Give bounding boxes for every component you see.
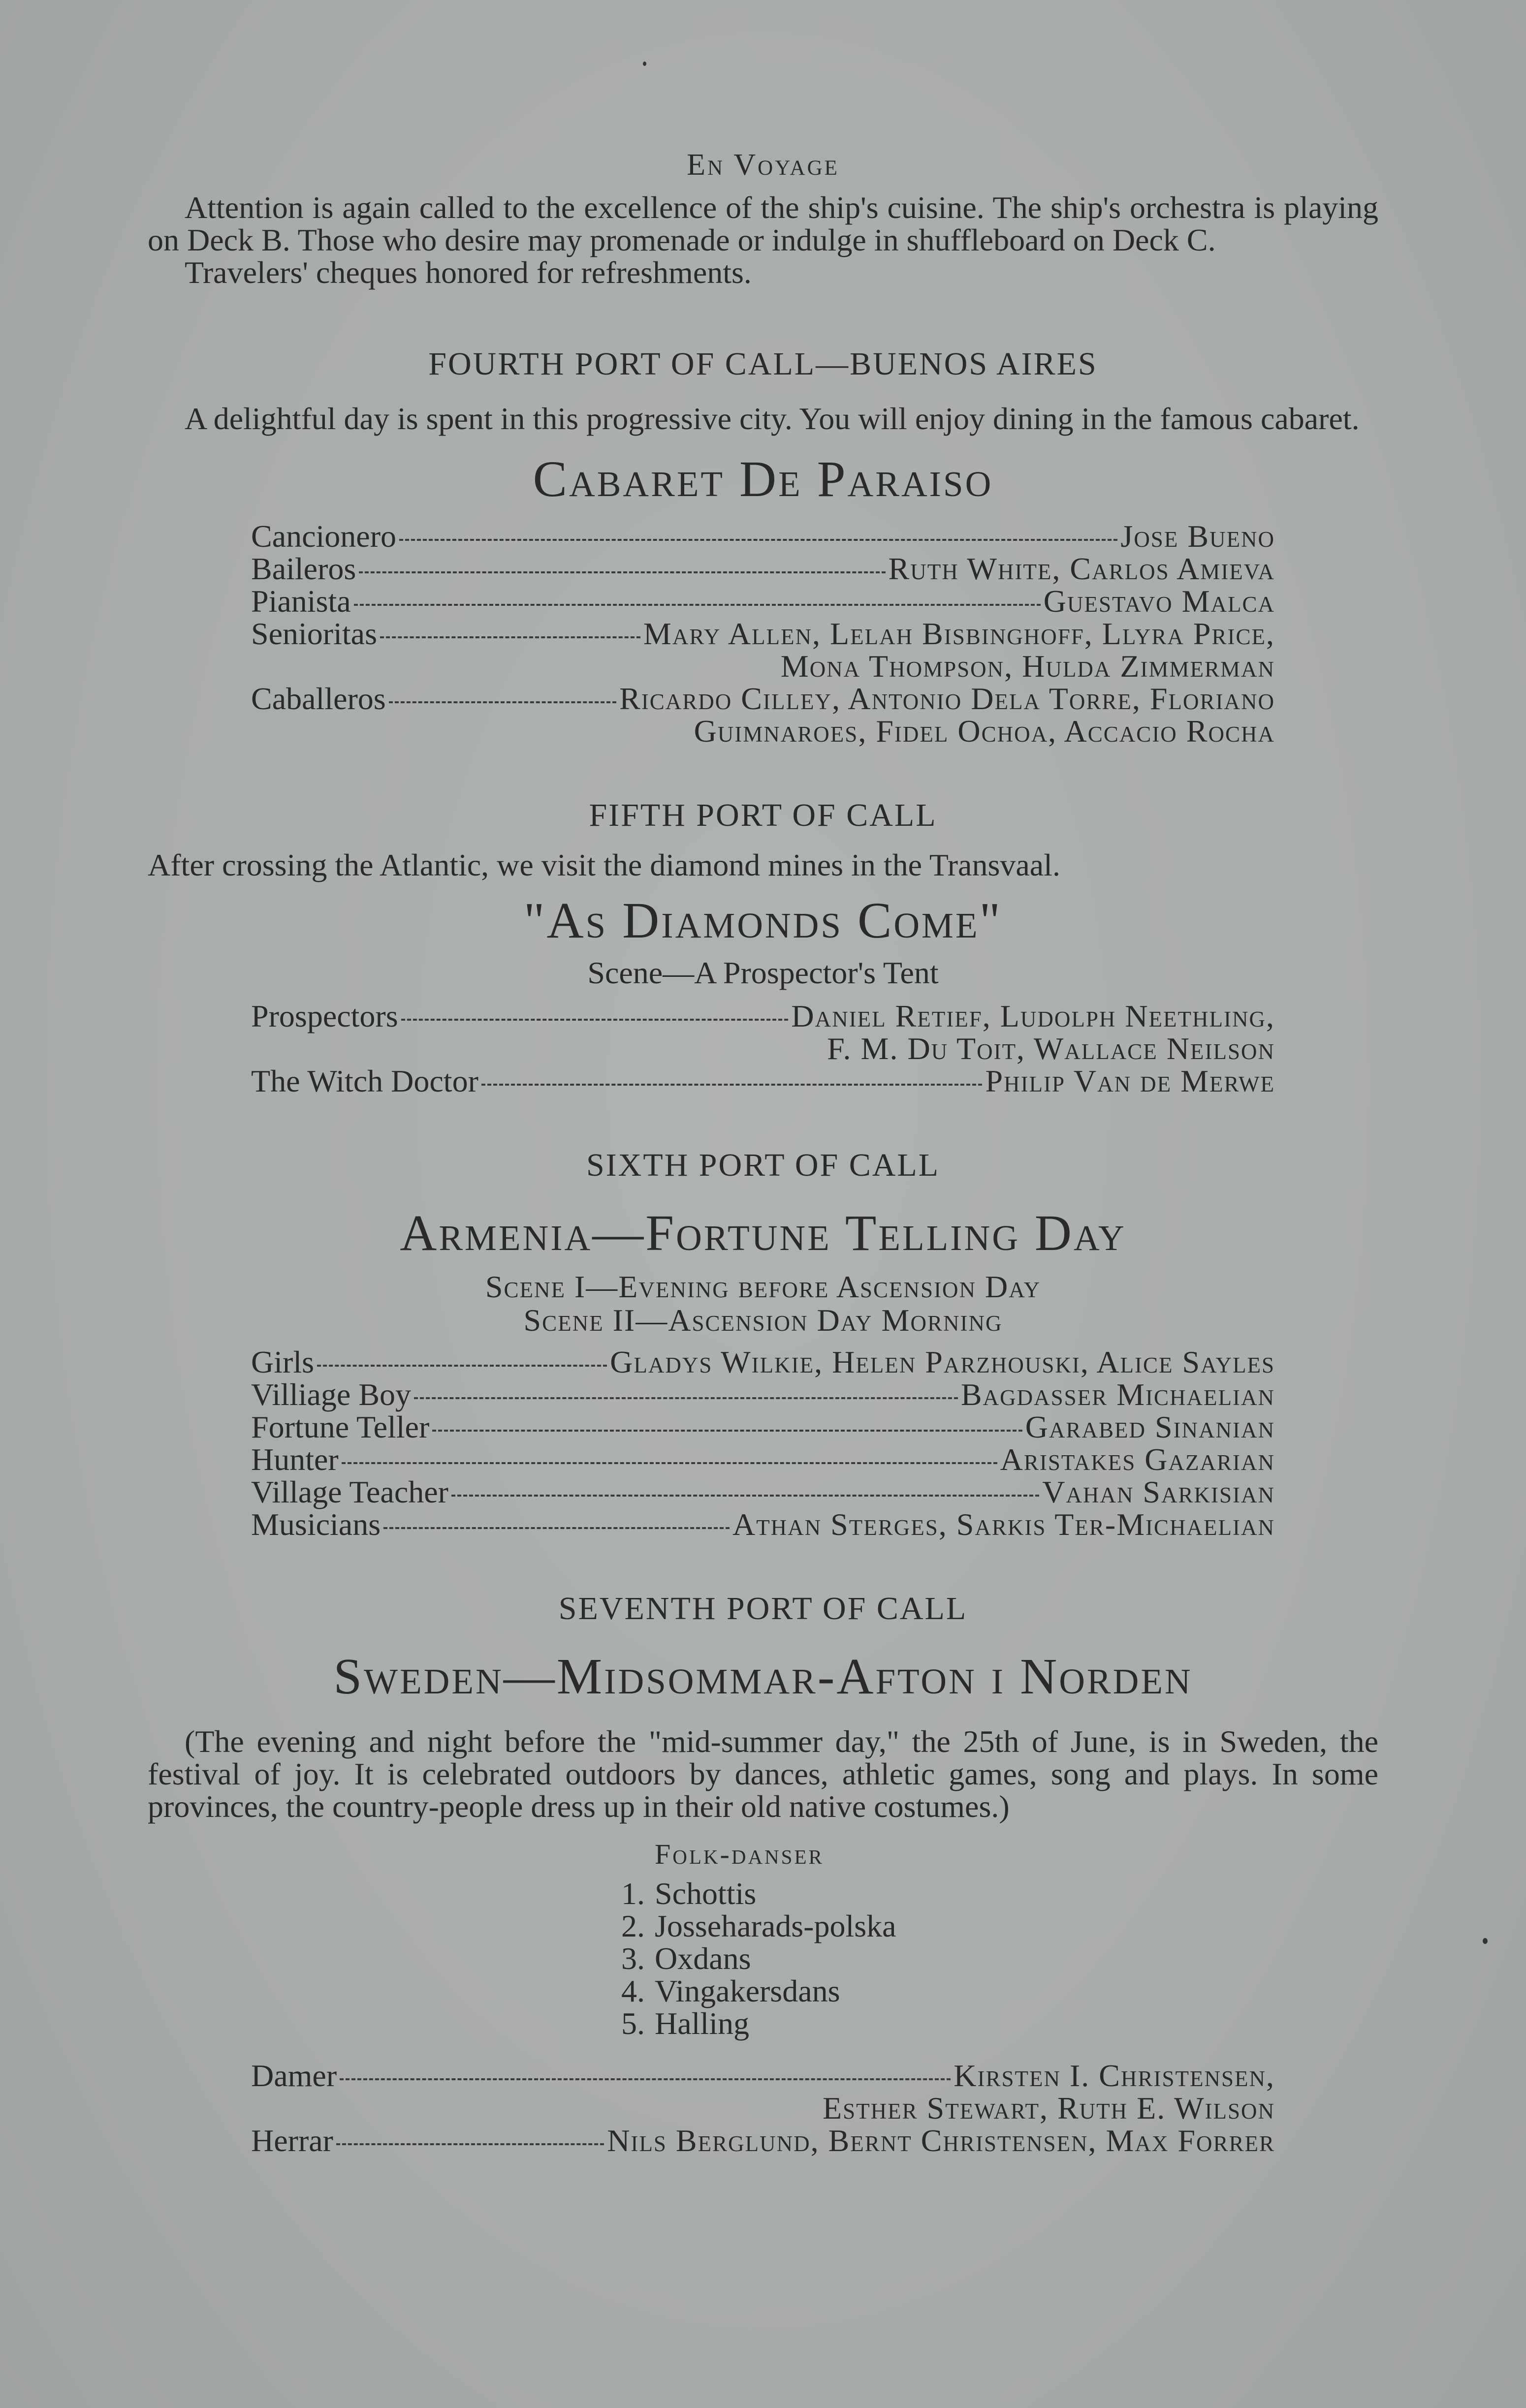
leader-dots [359, 571, 885, 573]
cast-row [251, 1443, 1275, 1476]
cast-names-continued: F. M. Du Toit, Wallace Neilson [827, 1031, 1275, 1066]
cast-role: Cancionero [251, 519, 396, 554]
cast-role: Fortune Teller [251, 1409, 430, 1444]
cast-row [251, 1346, 1275, 1378]
dance-item [601, 1942, 1044, 1975]
cast-row [251, 1000, 1275, 1032]
port-description: After crossing the Atlantic, we visit the diamond mines in the Transvaal. [148, 847, 1060, 882]
cast-role: Damer [251, 2058, 337, 2093]
en-voyage-section [148, 148, 1378, 289]
cast-row [251, 1476, 1275, 1508]
leader-dots [389, 701, 616, 703]
cast-role: The Witch Doctor [251, 1063, 478, 1098]
cast-row [251, 1411, 1275, 1443]
port-heading: FIFTH PORT OF CALL [589, 797, 937, 833]
cast-names: Guestavo Malca [1043, 584, 1275, 619]
cast-names-continued: Mona Thompson, Hulda Zimmerman [780, 649, 1275, 684]
cast-names-continued: Esther Stewart, Ruth E. Wilson [823, 2091, 1275, 2126]
cast-list [251, 2060, 1275, 2157]
program-content [148, 148, 1378, 2157]
cast-role: Musicians [251, 1507, 381, 1542]
fourth-port-section [148, 345, 1378, 748]
cast-names: Jose Bueno [1120, 519, 1275, 554]
cast-names: Athan Sterges, Sarkis Ter-Michaelian [732, 1507, 1275, 1542]
dance-name: Halling [655, 2006, 749, 2041]
cast-row [251, 1065, 1275, 1097]
dance-item [601, 1877, 1044, 1910]
dance-list [601, 1877, 1044, 2040]
cast-role: Caballeros [251, 681, 386, 716]
cast-row [251, 683, 1275, 715]
leader-dots [383, 1527, 730, 1529]
cast-names: Philip Van de Merwe [985, 1063, 1275, 1098]
cast-names-continued: Guimnaroes, Fidel Ochoa, Accacio Rocha [694, 714, 1275, 749]
dance-item [601, 2007, 1044, 2040]
dance-number: 2. [621, 1908, 645, 1943]
fifth-port-section [148, 797, 1378, 1097]
cast-names: Gladys Wilkie, Helen Parzhouski, Alice Sayles [610, 1345, 1275, 1379]
leader-dots [399, 539, 1117, 541]
cast-names: Aristakes Gazarian [1000, 1442, 1275, 1477]
leader-dots [401, 1019, 789, 1021]
dance-name: Schottis [655, 1876, 757, 1911]
cast-role: Village Teacher [251, 1474, 448, 1509]
cast-names: Bagdasser Michaelian [960, 1377, 1275, 1412]
cast-names: Vahan Sarkisian [1042, 1474, 1275, 1509]
leader-dots [317, 1365, 607, 1367]
cast-row [251, 553, 1275, 585]
dance-name: Oxdans [655, 1941, 751, 1976]
dance-number: 3. [621, 1941, 645, 1976]
port-heading: SEVENTH PORT OF CALL [558, 1591, 968, 1626]
cast-names: Ricardo Cilley, Antonio Dela Torre, Floriano [619, 681, 1275, 716]
cast-row [251, 2125, 1275, 2157]
paper-speck [643, 62, 646, 66]
dance-item [601, 1975, 1044, 2007]
cast-role: Villiage Boy [251, 1377, 411, 1412]
leader-dots [340, 2078, 951, 2080]
cast-row [251, 585, 1275, 618]
cast-role: Senioritas [251, 616, 377, 651]
port-heading: SIXTH PORT OF CALL [586, 1147, 940, 1183]
cast-list [251, 1346, 1275, 1541]
sweden-description: (The evening and night before the "mid-summer day," the 25th of June, is in Sweden, the festival of joy. It is celebrated outdoors by dances, athletic games, song and plays. In some provinces, the country-people dress up in their old native costumes.) [148, 1724, 1378, 1824]
cast-names: Mary Allen, Lelah Bisbinghoff, Llyra Price, [643, 616, 1275, 651]
cast-list [251, 520, 1275, 748]
scene-line: Scene II—Ascension Day Morning [523, 1303, 1003, 1338]
cast-role: Pianista [251, 584, 351, 619]
cabaret-title: Cabaret De Paraiso [533, 451, 993, 507]
cast-role: Girls [251, 1345, 314, 1379]
cast-row [251, 1508, 1275, 1541]
armenia-title: Armenia—Fortune Telling Day [400, 1205, 1126, 1261]
dance-number: 5. [621, 2006, 645, 2041]
cast-role: Prospectors [251, 999, 398, 1033]
sixth-port-section [148, 1147, 1378, 1541]
cast-row [251, 1378, 1275, 1411]
dance-number: 4. [621, 1973, 645, 2008]
leader-dots [380, 636, 640, 638]
cast-names: Ruth White, Carlos Amieva [888, 551, 1275, 586]
leader-dots [336, 2143, 604, 2145]
leader-dots [451, 1495, 1039, 1497]
cast-row [251, 618, 1275, 650]
scene-line: Scene—A Prospector's Tent [587, 955, 939, 990]
cast-names: Daniel Retief, Ludolph Neethling, [791, 999, 1275, 1033]
dance-name: Vingakersdans [655, 1973, 840, 2008]
paper-speck [1483, 1938, 1488, 1944]
scene-line: Scene I—Evening before Ascension Day [485, 1269, 1041, 1304]
dance-item [601, 1910, 1044, 1942]
seventh-port-section [148, 1590, 1378, 2157]
leader-dots [342, 1462, 997, 1464]
port-heading: FOURTH PORT OF CALL—BUENOS AIRES [428, 346, 1098, 382]
dance-name: Josseharads-polska [655, 1908, 896, 1943]
cast-role: Baileros [251, 551, 356, 586]
en-voyage-paragraph: Attention is again called to the excellence of the ship's cuisine. The ship's orchestra is playing on Deck B. Those who desire may promenade or indulge in shuffleboard on Deck C. [148, 190, 1378, 257]
cast-role: Hunter [251, 1442, 339, 1477]
en-voyage-heading: En Voyage [687, 148, 839, 182]
diamonds-title: "As Diamonds Come" [524, 892, 1002, 949]
cast-list [251, 1000, 1275, 1097]
cast-row [251, 520, 1275, 553]
cast-role: Herrar [251, 2123, 333, 2158]
port-description: A delightful day is spent in this progressive city. You will enjoy dining in the famous cabaret. [185, 401, 1360, 436]
cast-names: Garabed Sinanian [1025, 1409, 1275, 1444]
cast-names: Nils Berglund, Bernt Christensen, Max Forrer [607, 2123, 1275, 2158]
en-voyage-note: Travelers' cheques honored for refreshments. [185, 255, 752, 290]
leader-dots [481, 1084, 983, 1086]
leader-dots [432, 1430, 1022, 1432]
leader-dots [354, 604, 1041, 606]
cast-row [251, 2060, 1275, 2092]
cast-names: Kirsten I. Christensen, [954, 2058, 1275, 2093]
dance-number: 1. [621, 1876, 645, 1911]
sweden-title: Sweden—Midsommar-Afton i Norden [333, 1648, 1193, 1705]
folk-dances-heading: Folk-danser [655, 1838, 824, 1870]
leader-dots [414, 1397, 958, 1399]
